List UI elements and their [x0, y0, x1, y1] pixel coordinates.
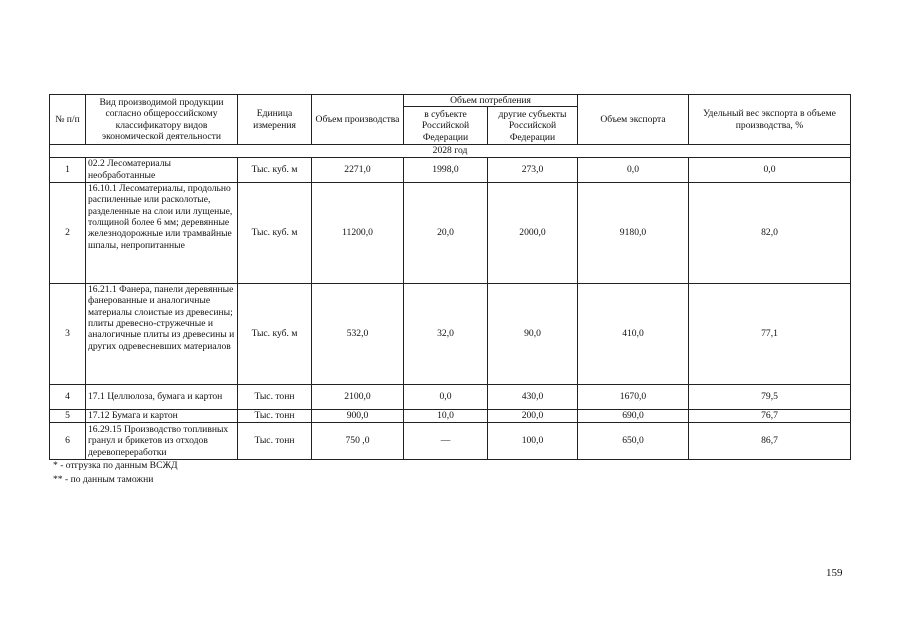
row-subject: 20,0 — [404, 182, 488, 283]
row-product: 17.1 Целлюлоза, бумага и картон — [86, 384, 238, 409]
row-subject: 0,0 — [404, 384, 488, 409]
row-product: 16.21.1 Фанера, панели деревянные фанерованные и аналогичные материалы слоистые из древесины; плиты древесно-стружечные и аналогичные плиты из древесины и других одревесневших материалов — [86, 283, 238, 384]
row-unit: Тыс. куб. м — [238, 182, 312, 283]
table-row — [50, 283, 851, 384]
row-share: 76,7 — [689, 409, 851, 422]
header-product: Вид производимой продукции согласно общероссийскому классификатору видов экономической деятельности — [86, 95, 238, 145]
row-export: 9180,0 — [578, 182, 689, 283]
row-product: 16.29.15 Производство топливных гранул и брикетов из отходов деревопереработки — [86, 422, 238, 459]
table-row — [50, 422, 851, 459]
row-other: 2000,0 — [488, 182, 578, 283]
row-subject: 1998,0 — [404, 157, 488, 182]
header-consumption: Объем потребления — [404, 95, 578, 107]
row-product: 16.10.1 Лесоматериалы, продольно распиленные или расколотые, разделенные на слои или лущеные, толщиной более 6 мм; деревянные железнодорожные или трамвайные шпалы, непропитанные — [86, 182, 238, 283]
row-export: 690,0 — [578, 409, 689, 422]
table-row — [50, 157, 851, 182]
table-row — [50, 182, 851, 283]
row-production: 750 ,0 — [312, 422, 404, 459]
page-number: 159 — [826, 567, 843, 579]
row-unit: Тыс. куб. м — [238, 283, 312, 384]
row-other: 430,0 — [488, 384, 578, 409]
table-row — [50, 384, 851, 409]
row-export: 410,0 — [578, 283, 689, 384]
row-num: 6 — [50, 422, 86, 459]
row-production: 900,0 — [312, 409, 404, 422]
row-share: 86,7 — [689, 422, 851, 459]
header-export: Объем экспорта — [578, 95, 689, 145]
header-num: № п/п — [50, 95, 86, 145]
row-num: 2 — [50, 182, 86, 283]
row-subject: 32,0 — [404, 283, 488, 384]
row-production: 532,0 — [312, 283, 404, 384]
footnote-1: * - отгрузка по данным ВСЖД — [53, 460, 178, 471]
row-subject: — — [404, 422, 488, 459]
row-num: 1 — [50, 157, 86, 182]
row-unit: Тыс. тонн — [238, 384, 312, 409]
row-num: 4 — [50, 384, 86, 409]
table-row — [50, 409, 851, 422]
row-share: 0,0 — [689, 157, 851, 182]
header-unit: Единица измерения — [238, 95, 312, 145]
row-export: 650,0 — [578, 422, 689, 459]
row-num: 3 — [50, 283, 86, 384]
row-export: 0,0 — [578, 157, 689, 182]
row-product: 17.12 Бумага и картон — [86, 409, 238, 422]
row-other: 200,0 — [488, 409, 578, 422]
year-row: 2028 год — [50, 145, 851, 157]
row-other: 90,0 — [488, 283, 578, 384]
row-export: 1670,0 — [578, 384, 689, 409]
footnote-2: ** - по данным таможни — [53, 474, 154, 485]
row-other: 273,0 — [488, 157, 578, 182]
row-unit: Тыс. куб. м — [238, 157, 312, 182]
row-production: 2271,0 — [312, 157, 404, 182]
row-unit: Тыс. тонн — [238, 422, 312, 459]
header-cons-subject: в субъекте Российской Федерации — [404, 107, 488, 145]
row-subject: 10,0 — [404, 409, 488, 422]
row-production: 11200,0 — [312, 182, 404, 283]
data-table — [49, 94, 851, 460]
footnotes — [53, 459, 178, 487]
row-unit: Тыс. тонн — [238, 409, 312, 422]
header-share: Удельный вес экспорта в объеме производства, % — [689, 95, 851, 145]
row-production: 2100,0 — [312, 384, 404, 409]
row-share: 79,5 — [689, 384, 851, 409]
row-share: 77,1 — [689, 283, 851, 384]
header-production: Объем производства — [312, 95, 404, 145]
row-share: 82,0 — [689, 182, 851, 283]
header-cons-other: другие субъекты Российской Федерации — [488, 107, 578, 145]
row-other: 100,0 — [488, 422, 578, 459]
row-product: 02.2 Лесоматериалы необработанные — [86, 157, 238, 182]
row-num: 5 — [50, 409, 86, 422]
